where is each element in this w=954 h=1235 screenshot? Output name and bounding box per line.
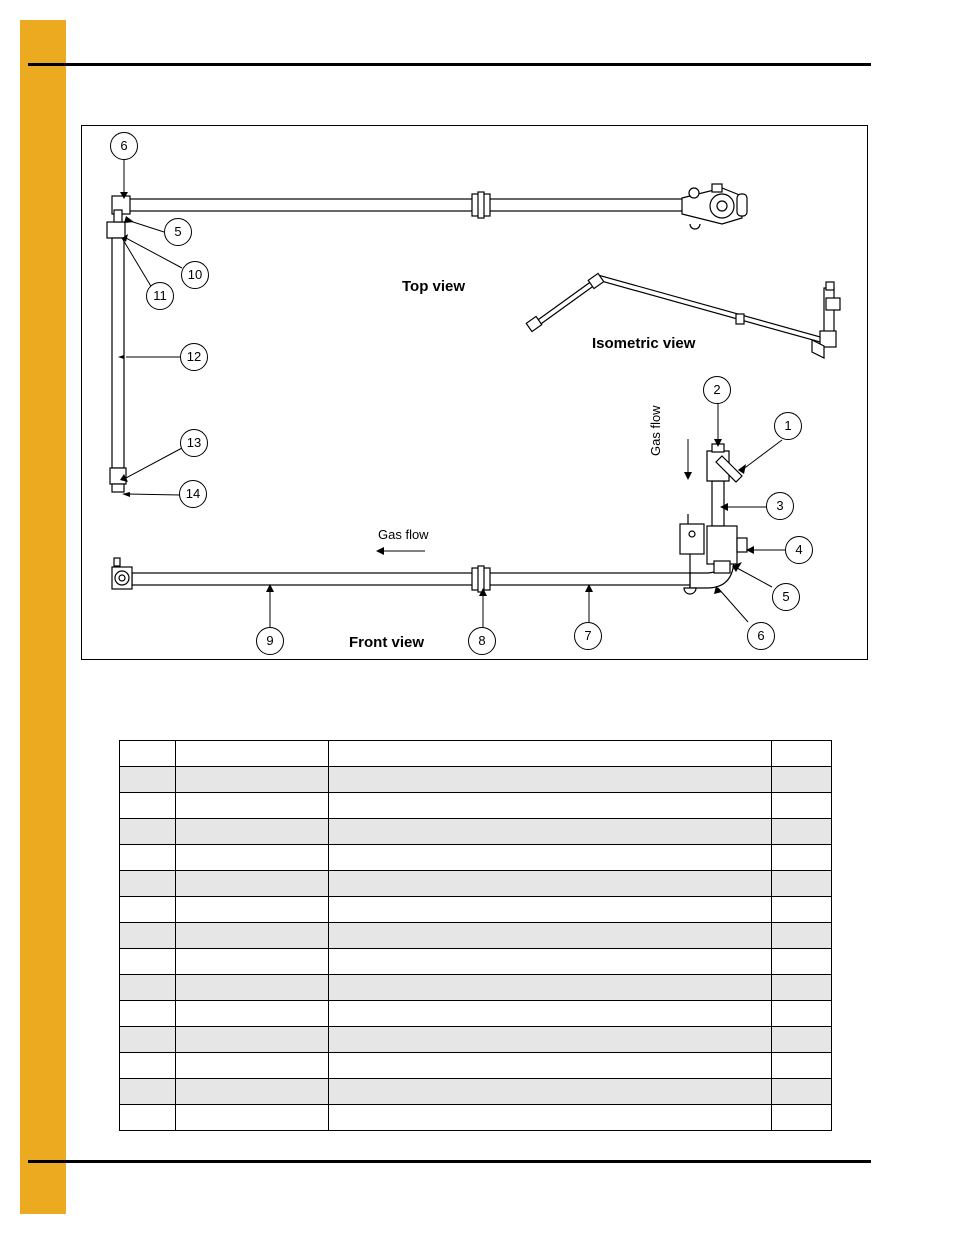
callout-top-5: 5 [164, 218, 192, 246]
table-row [120, 949, 832, 975]
table-cell [772, 819, 832, 845]
control-box [680, 524, 704, 554]
table-cell [176, 1105, 329, 1131]
callout-front-7: 7 [574, 622, 602, 650]
table-cell [329, 819, 772, 845]
callout-front-2: 2 [703, 376, 731, 404]
header-cell [772, 741, 832, 767]
table-cell [120, 949, 176, 975]
top-vertical-hose [112, 238, 124, 468]
table-cell [772, 793, 832, 819]
table-cell [329, 975, 772, 1001]
front-vertical-pipe [712, 481, 724, 526]
table-cell [176, 845, 329, 871]
table-cell [329, 1027, 772, 1053]
table-cell [772, 1027, 832, 1053]
table-cell [120, 1053, 176, 1079]
front-horizontal-pipe [132, 573, 692, 585]
callout-front-9: 9 [256, 627, 284, 655]
table-row [120, 871, 832, 897]
parts-table [119, 740, 832, 1131]
table-cell [120, 897, 176, 923]
table-row [120, 819, 832, 845]
table-row [120, 767, 832, 793]
table-cell [120, 871, 176, 897]
table-cell [120, 1001, 176, 1027]
callout-top-11: 11 [146, 282, 174, 310]
table-cell [120, 923, 176, 949]
gas-flow-label-vertical: Gas flow [648, 405, 663, 456]
table-cell [772, 949, 832, 975]
table-cell [329, 845, 772, 871]
side-tab [20, 20, 66, 1214]
table-cell [772, 1053, 832, 1079]
table-row [120, 1053, 832, 1079]
table-cell [329, 767, 772, 793]
table-cell [120, 1105, 176, 1131]
header-cell [120, 741, 176, 767]
callout-top-10: 10 [181, 261, 209, 289]
table-cell [329, 897, 772, 923]
table-cell [176, 897, 329, 923]
table-cell [176, 871, 329, 897]
header-cell [329, 741, 772, 767]
table-row [120, 1105, 832, 1131]
table-cell [120, 767, 176, 793]
top-horizontal-pipe [127, 199, 687, 211]
table-row [120, 1027, 832, 1053]
footer-rule [28, 1160, 871, 1163]
callout-front-3: 3 [766, 492, 794, 520]
callout-top-14: 14 [179, 480, 207, 508]
table-cell [329, 793, 772, 819]
table-cell [329, 871, 772, 897]
header-cell [176, 741, 329, 767]
valve-body [707, 526, 737, 564]
table-cell [120, 793, 176, 819]
callout-front-5: 5 [772, 583, 800, 611]
header-rule [28, 63, 871, 66]
table-cell [772, 1105, 832, 1131]
table-row [120, 845, 832, 871]
table-cell [176, 1001, 329, 1027]
callout-front-1: 1 [774, 412, 802, 440]
table-row [120, 975, 832, 1001]
callout-front-8: 8 [468, 627, 496, 655]
gas-train-figure [81, 125, 868, 660]
table-cell [120, 845, 176, 871]
table-cell [329, 1053, 772, 1079]
table-cell [176, 819, 329, 845]
table-cell [772, 923, 832, 949]
table-cell [772, 1079, 832, 1105]
table-cell [329, 949, 772, 975]
top-view-label: Top view [402, 278, 466, 295]
table-cell [120, 819, 176, 845]
table-cell [772, 897, 832, 923]
table-cell [329, 1105, 772, 1131]
table-cell [772, 845, 832, 871]
callout-front-6: 6 [747, 622, 775, 650]
front-view-label: Front view [349, 634, 425, 651]
table-cell [176, 949, 329, 975]
table-cell [176, 1027, 329, 1053]
table-row [120, 1001, 832, 1027]
table-cell [329, 1079, 772, 1105]
table-row [120, 1079, 832, 1105]
gas-flow-label-front: Gas flow [378, 527, 429, 542]
gas-train-diagram [82, 126, 869, 661]
table-cell [176, 923, 329, 949]
table-cell [176, 1079, 329, 1105]
table-cell [120, 975, 176, 1001]
table-row [120, 793, 832, 819]
table-cell [176, 767, 329, 793]
table-cell [120, 1027, 176, 1053]
table-row [120, 923, 832, 949]
table-cell [329, 923, 772, 949]
table-cell [176, 793, 329, 819]
callout-front-4: 4 [785, 536, 813, 564]
table-cell [772, 975, 832, 1001]
isometric-view-label: Isometric view [592, 335, 696, 352]
top-regulator-assembly [682, 184, 747, 229]
callout-top-12: 12 [180, 343, 208, 371]
table-cell [176, 1053, 329, 1079]
callout-top-13: 13 [180, 429, 208, 457]
table-cell [772, 1001, 832, 1027]
table-cell [329, 1001, 772, 1027]
table-header-row [120, 741, 832, 767]
table-cell [176, 975, 329, 1001]
table-cell [772, 871, 832, 897]
callout-top-6: 6 [110, 132, 138, 160]
table-cell [772, 767, 832, 793]
table-row [120, 897, 832, 923]
table-cell [120, 1079, 176, 1105]
